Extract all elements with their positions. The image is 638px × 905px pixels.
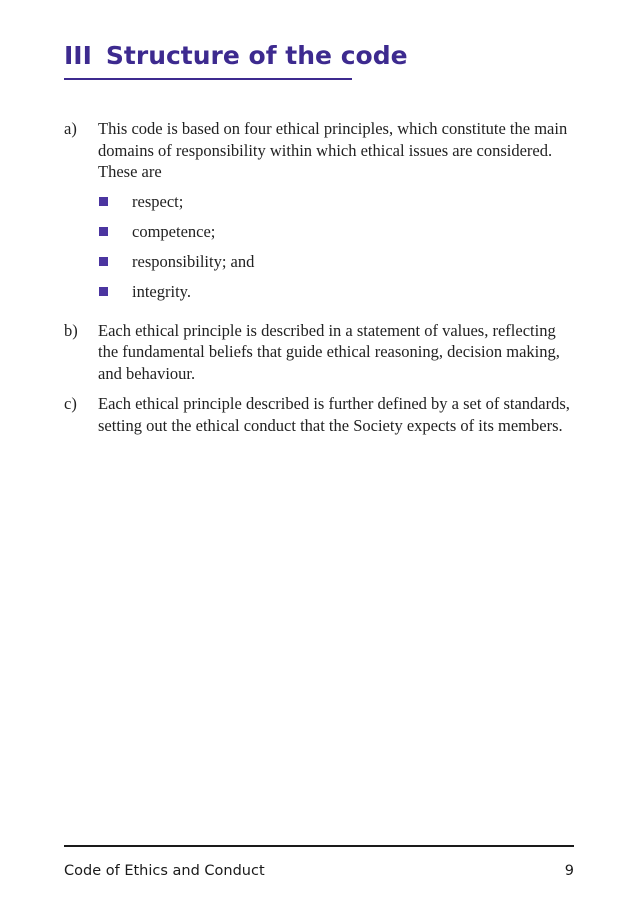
footer-document-title: Code of Ethics and Conduct bbox=[64, 863, 265, 879]
item-text: This code is based on four ethical principles, which constitute the main domains of responsibility within which ethical issues are considered. These are bbox=[98, 119, 568, 181]
item-marker: c) bbox=[64, 394, 77, 413]
item-text: Each ethical principle described is further defined by a set of standards, setting out the ethical conduct that the Society expects of its members. bbox=[98, 394, 570, 435]
principles-list bbox=[98, 191, 574, 303]
section-numeral: III bbox=[64, 41, 92, 70]
square-bullet-icon bbox=[99, 197, 108, 206]
footer-divider bbox=[64, 845, 574, 847]
bullet-text: integrity. bbox=[132, 281, 191, 301]
item-body bbox=[98, 118, 574, 311]
section-title: Structure of the code bbox=[105, 41, 408, 70]
page-number: 9 bbox=[564, 863, 574, 879]
bullet-text: respect; bbox=[132, 191, 184, 211]
section-body bbox=[64, 118, 574, 445]
bullet-text: responsibility; and bbox=[132, 251, 255, 271]
square-bullet-icon bbox=[99, 287, 108, 296]
item-body bbox=[98, 393, 574, 436]
square-bullet-icon bbox=[99, 227, 108, 236]
item-marker: b) bbox=[64, 320, 78, 340]
bullet-text: competence; bbox=[132, 221, 216, 241]
section-heading bbox=[64, 40, 408, 72]
principle-bullet-competence bbox=[98, 221, 574, 243]
list-item-a bbox=[64, 118, 574, 311]
list-item-b bbox=[64, 320, 574, 385]
item-body bbox=[98, 320, 574, 385]
item-text: Each ethical principle is described in a statement of values, reflecting the fundamental beliefs that guide ethical reasoning, decision making, and behaviour. bbox=[98, 320, 560, 383]
principle-bullet-respect bbox=[98, 191, 574, 213]
list-item-c bbox=[64, 393, 574, 436]
square-bullet-icon bbox=[99, 257, 108, 266]
principle-bullet-integrity bbox=[98, 281, 574, 303]
principle-bullet-responsibility bbox=[98, 251, 574, 273]
item-marker: a) bbox=[64, 119, 77, 138]
heading-underline bbox=[64, 78, 352, 80]
